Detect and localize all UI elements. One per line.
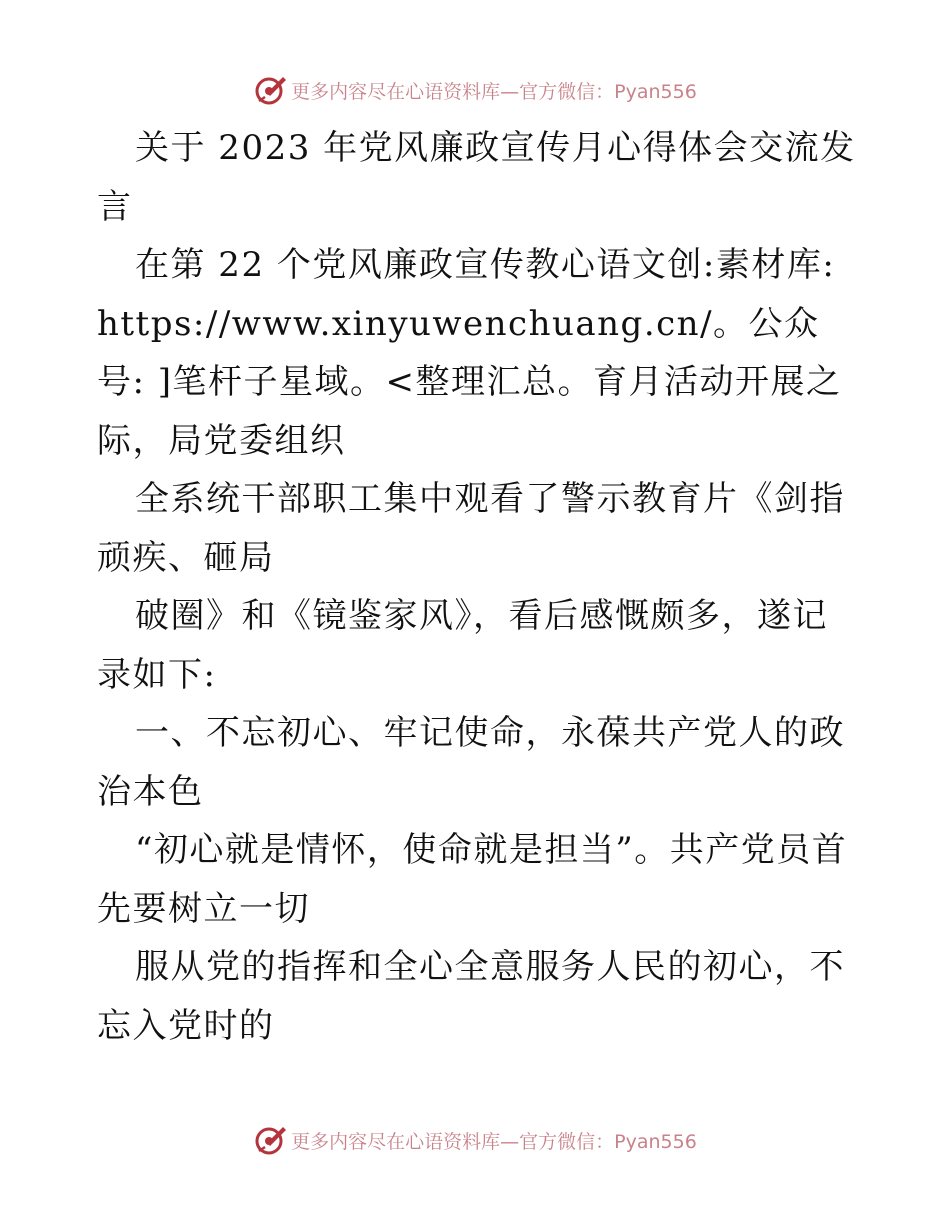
paragraph-6: 服从党的指挥和全心全意服务人民的初心，不忘入党时的 bbox=[97, 947, 845, 1046]
paragraph-2: 全系统干部职工集中观看了警示教育片《剑指顽疾、砸局 bbox=[97, 479, 845, 578]
paragraph-5: “初心就是情怀，使命就是担当”。共产党员首先要树立一切 bbox=[97, 830, 848, 929]
document-body bbox=[97, 119, 857, 1055]
document-title: 关于 2023 年党风廉政宣传月心得体会交流发言 bbox=[97, 128, 856, 227]
header-banner-label: 更多内容尽在心语资料库—官方微信： bbox=[291, 80, 615, 103]
header-banner-text bbox=[291, 77, 697, 104]
paragraph-3: 破圈》和《镜鉴家风》，看后感慨颇多，遂记录如下: bbox=[97, 596, 828, 695]
pen-logo-icon bbox=[253, 73, 287, 107]
footer-banner-contact: Pyan556 bbox=[614, 1130, 697, 1153]
section-heading-1: 一、不忘初心、牢记使命，永葆共产党人的政治本色 bbox=[97, 713, 845, 812]
paragraph-1: 在第 22 个党风廉政宣传教心语文创:素材库:https://www.xinyuwenchuang.cn/。公众号: ]笔杆子星域。<整理汇总。育月活动开展之际，局党委组织 bbox=[97, 245, 842, 461]
pen-logo-icon bbox=[253, 1123, 287, 1157]
footer-watermark-banner bbox=[0, 1120, 950, 1160]
header-banner-contact: Pyan556 bbox=[614, 80, 697, 103]
footer-banner-label: 更多内容尽在心语资料库—官方微信： bbox=[291, 1130, 615, 1153]
header-watermark-banner bbox=[0, 70, 950, 110]
footer-banner-text bbox=[291, 1127, 697, 1154]
